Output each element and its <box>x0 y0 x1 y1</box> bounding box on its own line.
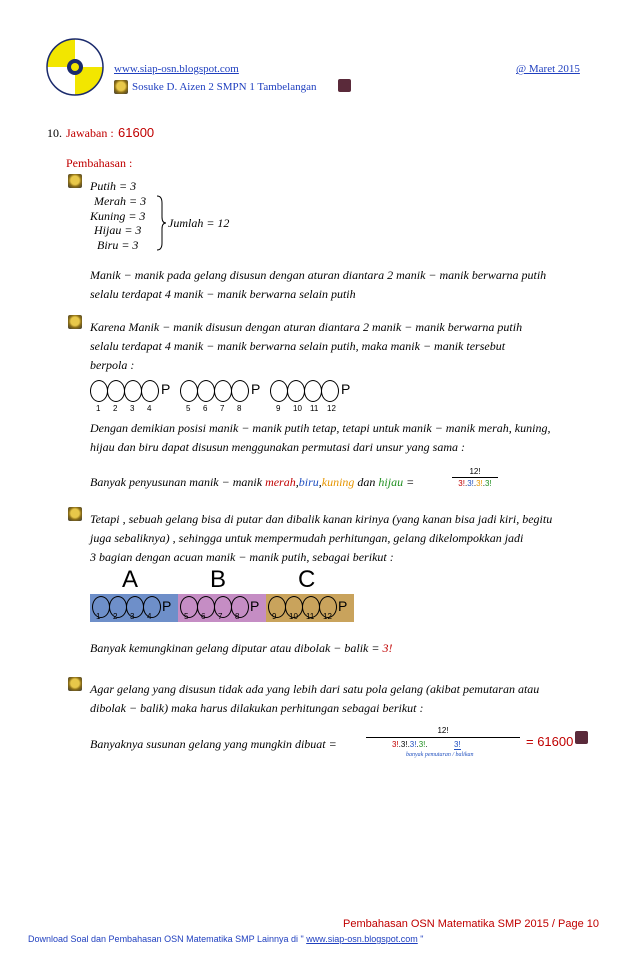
group-diagram <box>90 566 360 626</box>
bead <box>231 380 249 402</box>
bead <box>270 380 288 402</box>
footer-download <box>28 934 423 944</box>
question-number: 10. <box>47 126 62 140</box>
count-hijau: Hijau = 3 <box>94 223 142 237</box>
bead-putih: P <box>162 598 172 614</box>
answer-value: 61600 <box>118 125 155 140</box>
bullet-icon <box>68 677 82 691</box>
bead <box>92 596 110 618</box>
count-putih: Putih = 3 <box>90 179 137 193</box>
bead <box>143 596 161 618</box>
final-fraction <box>366 726 520 758</box>
bullet-icon <box>68 315 82 329</box>
pattern-line-1: Karena Manik − manik disusun dengan aturan diantara 2 manik − manik berwarna putih <box>90 320 523 334</box>
bead-number: 9 <box>276 404 281 413</box>
bead-putih: P <box>251 381 261 397</box>
bead-number: 1 <box>96 404 101 413</box>
count-biru: Biru = 3 <box>97 238 139 252</box>
count-merah: Merah = 3 <box>94 194 147 208</box>
bead <box>124 380 142 402</box>
arrangement-dan: dan <box>354 475 379 489</box>
bead-number: 4 <box>147 404 152 413</box>
author-badge-icon <box>114 80 128 94</box>
rotation-line-2: juga sebaliknya) , sehingga untuk mempermudah perhitungan, gelang dikelompokkan jadi <box>90 531 524 545</box>
arrangement-prefix: Banyak penyusunan manik − manik <box>90 475 266 489</box>
bullet-icon <box>68 174 82 188</box>
bead-number: 7 <box>220 404 225 413</box>
color-hijau: hijau <box>378 475 404 489</box>
bead-number: 5 <box>184 612 189 621</box>
arrangement-formula: Banyak penyusunan manik − manik merah,biru,kuning dan hijau = <box>90 475 415 489</box>
bead-number: 7 <box>218 612 223 621</box>
answer-label: Jawaban : <box>66 126 114 140</box>
logo <box>46 38 104 96</box>
color-kuning: kuning <box>321 475 355 489</box>
bead-number: 3 <box>130 404 135 413</box>
bead-number: 6 <box>201 612 206 621</box>
bead-number: 5 <box>186 404 191 413</box>
group-label-c: C <box>298 566 316 593</box>
bead-putih: P <box>161 381 171 397</box>
header-date: @ Maret 2015 <box>516 63 580 75</box>
bead-number: 6 <box>203 404 208 413</box>
final-denominator: 3!.3!.3!.3!. 3! <box>392 740 461 749</box>
group-label-b: B <box>210 566 227 593</box>
author-avatar-icon <box>575 731 588 744</box>
bead <box>214 380 232 402</box>
unique-line-2: dibolak − balik) maka harus dilakukan perhitungan sebagai berikut : <box>90 701 424 715</box>
pattern-line-3: berpola : <box>90 358 135 372</box>
logo-emblem-icon <box>46 38 104 96</box>
rotation-count <box>90 639 392 658</box>
final-numerator: 12! <box>366 726 520 738</box>
unique-line-1: Agar gelang yang disusun tidak ada yang lebih dari satu pola gelang (akibat pemutaran atau <box>90 682 540 696</box>
color-biru: biru <box>298 475 319 489</box>
footer-link[interactable]: www.siap-osn.blogspot.com <box>306 934 418 944</box>
bead-number: 12 <box>323 612 332 621</box>
rule-line-2: selalu terdapat 4 manik − manik berwarna selain putih <box>90 287 356 301</box>
final-den-right: 3! <box>454 740 461 749</box>
bead-number: 10 <box>293 404 302 413</box>
brace-icon <box>156 195 166 251</box>
fraction-denominator: 3!.3!.3!.3! <box>458 479 492 488</box>
bead <box>126 596 144 618</box>
bullet-icon <box>68 507 82 521</box>
bead <box>180 380 198 402</box>
bead <box>180 596 198 618</box>
rule-line-1: Manik − manik pada gelang disusun dengan aturan diantara 2 manik − manik berwarna putih <box>90 268 547 282</box>
pattern-line-2: selalu terdapat 4 manik − manik berwarna selain putih, maka manik − manik tersebut <box>90 339 506 353</box>
fraction-numerator: 12! <box>452 467 498 478</box>
footer-download-text: Download Soal dan Pembahasan OSN Matematika SMP Lainnya di " <box>28 934 307 944</box>
count-jumlah: Jumlah = 12 <box>168 216 230 230</box>
bead-putih: P <box>250 598 260 614</box>
bead <box>214 596 232 618</box>
position-line-2: hijau dan biru dapat disusun menggunakan permutasi dari unsur yang sama : <box>90 440 465 454</box>
bead-number: 11 <box>306 612 315 621</box>
pembahasan-label: Pembahasan : <box>66 156 133 170</box>
bead-pattern-diagram <box>90 380 370 414</box>
position-line-1: Dengan demikian posisi manik − manik putih tetap, tetapi untuk manik − manik merah, kuning, <box>90 421 551 435</box>
bead <box>197 380 215 402</box>
rotation-value: 3! <box>382 641 393 655</box>
header-author: Sosuke D. Aizen 2 SMPN 1 Tambelangan <box>132 81 317 93</box>
color-merah: merah <box>265 475 296 489</box>
final-note: banyak pemutaran / balikan <box>406 752 474 758</box>
bead <box>287 380 305 402</box>
bead-number: 3 <box>130 612 135 621</box>
bead-number: 10 <box>289 612 298 621</box>
header-site-link[interactable]: www.siap-osn.blogspot.com <box>114 63 239 75</box>
bead-number: 2 <box>113 404 118 413</box>
rotation-line-1: Tetapi , sebuah gelang bisa di putar dan dibalik kanan kirinya (yang kanan bisa jadi kiri, begitu <box>90 512 553 526</box>
arrangement-fraction <box>452 467 498 488</box>
footer-close: " <box>417 934 424 944</box>
final-formula-prefix: Banyaknya susunan gelang yang mungkin dibuat = <box>90 737 337 751</box>
bead <box>197 596 215 618</box>
bead <box>107 380 125 402</box>
count-kuning: Kuning = 3 <box>90 209 146 223</box>
bead-number: 8 <box>235 612 240 621</box>
bead <box>90 380 108 402</box>
bead-putih: P <box>341 381 351 397</box>
author-avatar-icon <box>338 79 351 92</box>
bead <box>304 380 322 402</box>
bead-putih: P <box>338 598 348 614</box>
bead-number: 8 <box>237 404 242 413</box>
bead <box>268 596 286 618</box>
final-result: = 61600 <box>526 734 574 749</box>
footer-page: Pembahasan OSN Matematika SMP 2015 / Page 10 <box>343 918 599 930</box>
arrangement-equals: = <box>403 475 415 489</box>
bead <box>231 596 249 618</box>
bead <box>321 380 339 402</box>
bead-number: 11 <box>310 404 319 413</box>
rotation-text: Banyak kemungkinan gelang diputar atau dibolak − balik = <box>90 641 383 655</box>
group-label-a: A <box>122 566 139 593</box>
bead-number: 9 <box>272 612 277 621</box>
bead-number: 1 <box>96 612 101 621</box>
bead <box>141 380 159 402</box>
bead <box>109 596 127 618</box>
rotation-line-3: 3 bagian dengan acuan manik − manik putih, sebagai berikut : <box>90 550 394 564</box>
bead-number: 2 <box>113 612 118 621</box>
bead-number: 12 <box>327 404 336 413</box>
bead-number: 4 <box>147 612 152 621</box>
